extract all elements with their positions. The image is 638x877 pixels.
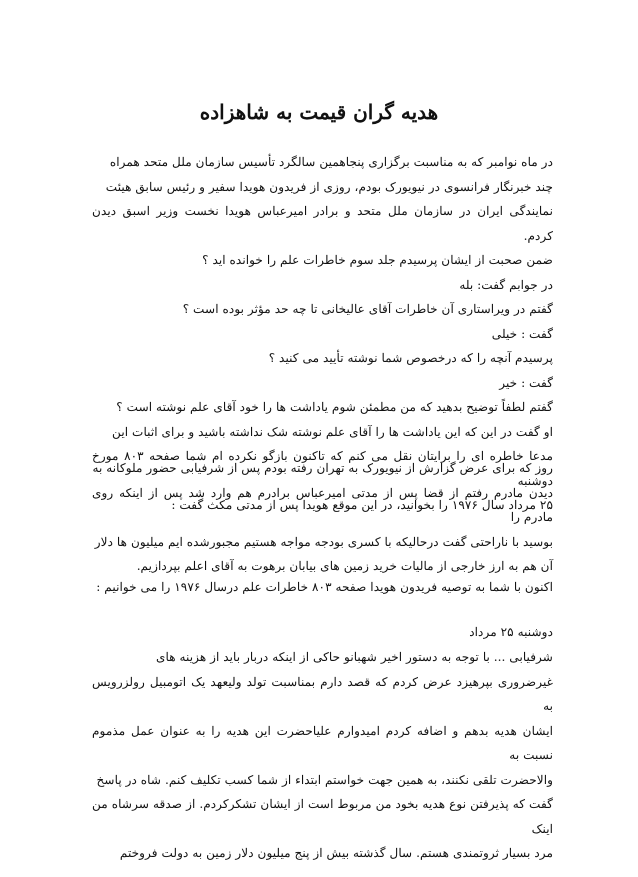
diary-entry: شرفیابی ... با توجه به دستور اخیر شهبانو حاکی از اینکه دربار باید از هزینه های غیرضروری بپرهیزد عرض کردم که قصد دارم بمناسبت تولد ولیعهد یک اتومبیل رولزرویس به ایشان هدیه بدهم و اضافه کردم امیدوارم علیاحضرت این هدیه را به عنوان عمل مذموم نسبت به والاحضرت تلقی نکنند، به همین جهت خواستم ابتداء از شما کسب تکلیف کنم. شاه در پاسخ گفت که پذیرفتن نوع هدیه بخود من مربوط است از ایشان تشکرکردم. از صدقه سرشاه من اینک مرد بسیار ثروتمندی هستم. سال گذشته بیش از پنج میلیون دلار زمین به دولت فروختم <box>92 650 553 860</box>
document-title: هدیه گران قیمت به شاهزاده <box>199 100 439 124</box>
diary-date: دوشنبه ۲۵ مرداد <box>469 625 553 639</box>
intro-paragraph: در ماه نوامبر که به مناسبت برگزاری پنجاهمین سالگرد تأسیس سازمان ملل متحد همراه چند خبرنگار فرانسوی در نیویورک بودم، روزی از فریدون هویدا سفیر و رئیس سابق هیئت نمایندگی ایران در سازمان ملل متحد و برادر امیرعباس هویدا نخست وزیر اسبق دیدن کردم. ضمن صحبت از ایشان پرسیدم جلد سوم خاطرات علم را خوانده اید ؟ در جوابم گفت: بله گفتم در ویراستاری آن خاطرات آقای عالیخانی تا چه حد مؤثر بوده است ؟ گفت : خیلی پرسیدم آنچه را که درخصوص شما نوشته تأیید می کنید ؟ گفت : خیر گفتم لطفاً توضیح بدهید که من مطمئن شوم یاداشت ها را خود آقای علم نوشته است ؟ او گفت در این که این یاداشت ها را آقای علم نوشته شک نداشته باشید و برای اثبات این مدعا خاطره ای را برایتان نقل می کنم که تاکنون بازگو نکرده ام شما صفحه ۸۰۳ مورخ دوشنبه ۲۵ مرداد سال ۱۹۷۶ را بخوانید، در این موقع هویدا پس از مدتی مکث گفت : <box>92 155 554 512</box>
quoted-recollection: روز که برای عرض گزارش از نیویورک به تهران رفته بودم پس از شرفیابی حضور ملوکانه به دیدن مادرم رفتم از قضا پس از مدتی امیرعباس برادرم هم وارد شد پس از اینکه روی مادرم را بوسید با ناراحتی گفت درحالیکه با کسری بودجه مواجه هستیم مجبورشده ایم میلیون ها دلار آن هم به ارز خارجی از مالیات خرید زمین های بیابان برهوت به آقای اعلم بپردازیم. <box>92 461 553 573</box>
bridge-sentence: اکنون با شما به توصیه فریدون هویدا صفحه ۸۰۳ خاطرات علم درسال ۱۹۷۶ را می خوانیم : <box>96 580 553 594</box>
